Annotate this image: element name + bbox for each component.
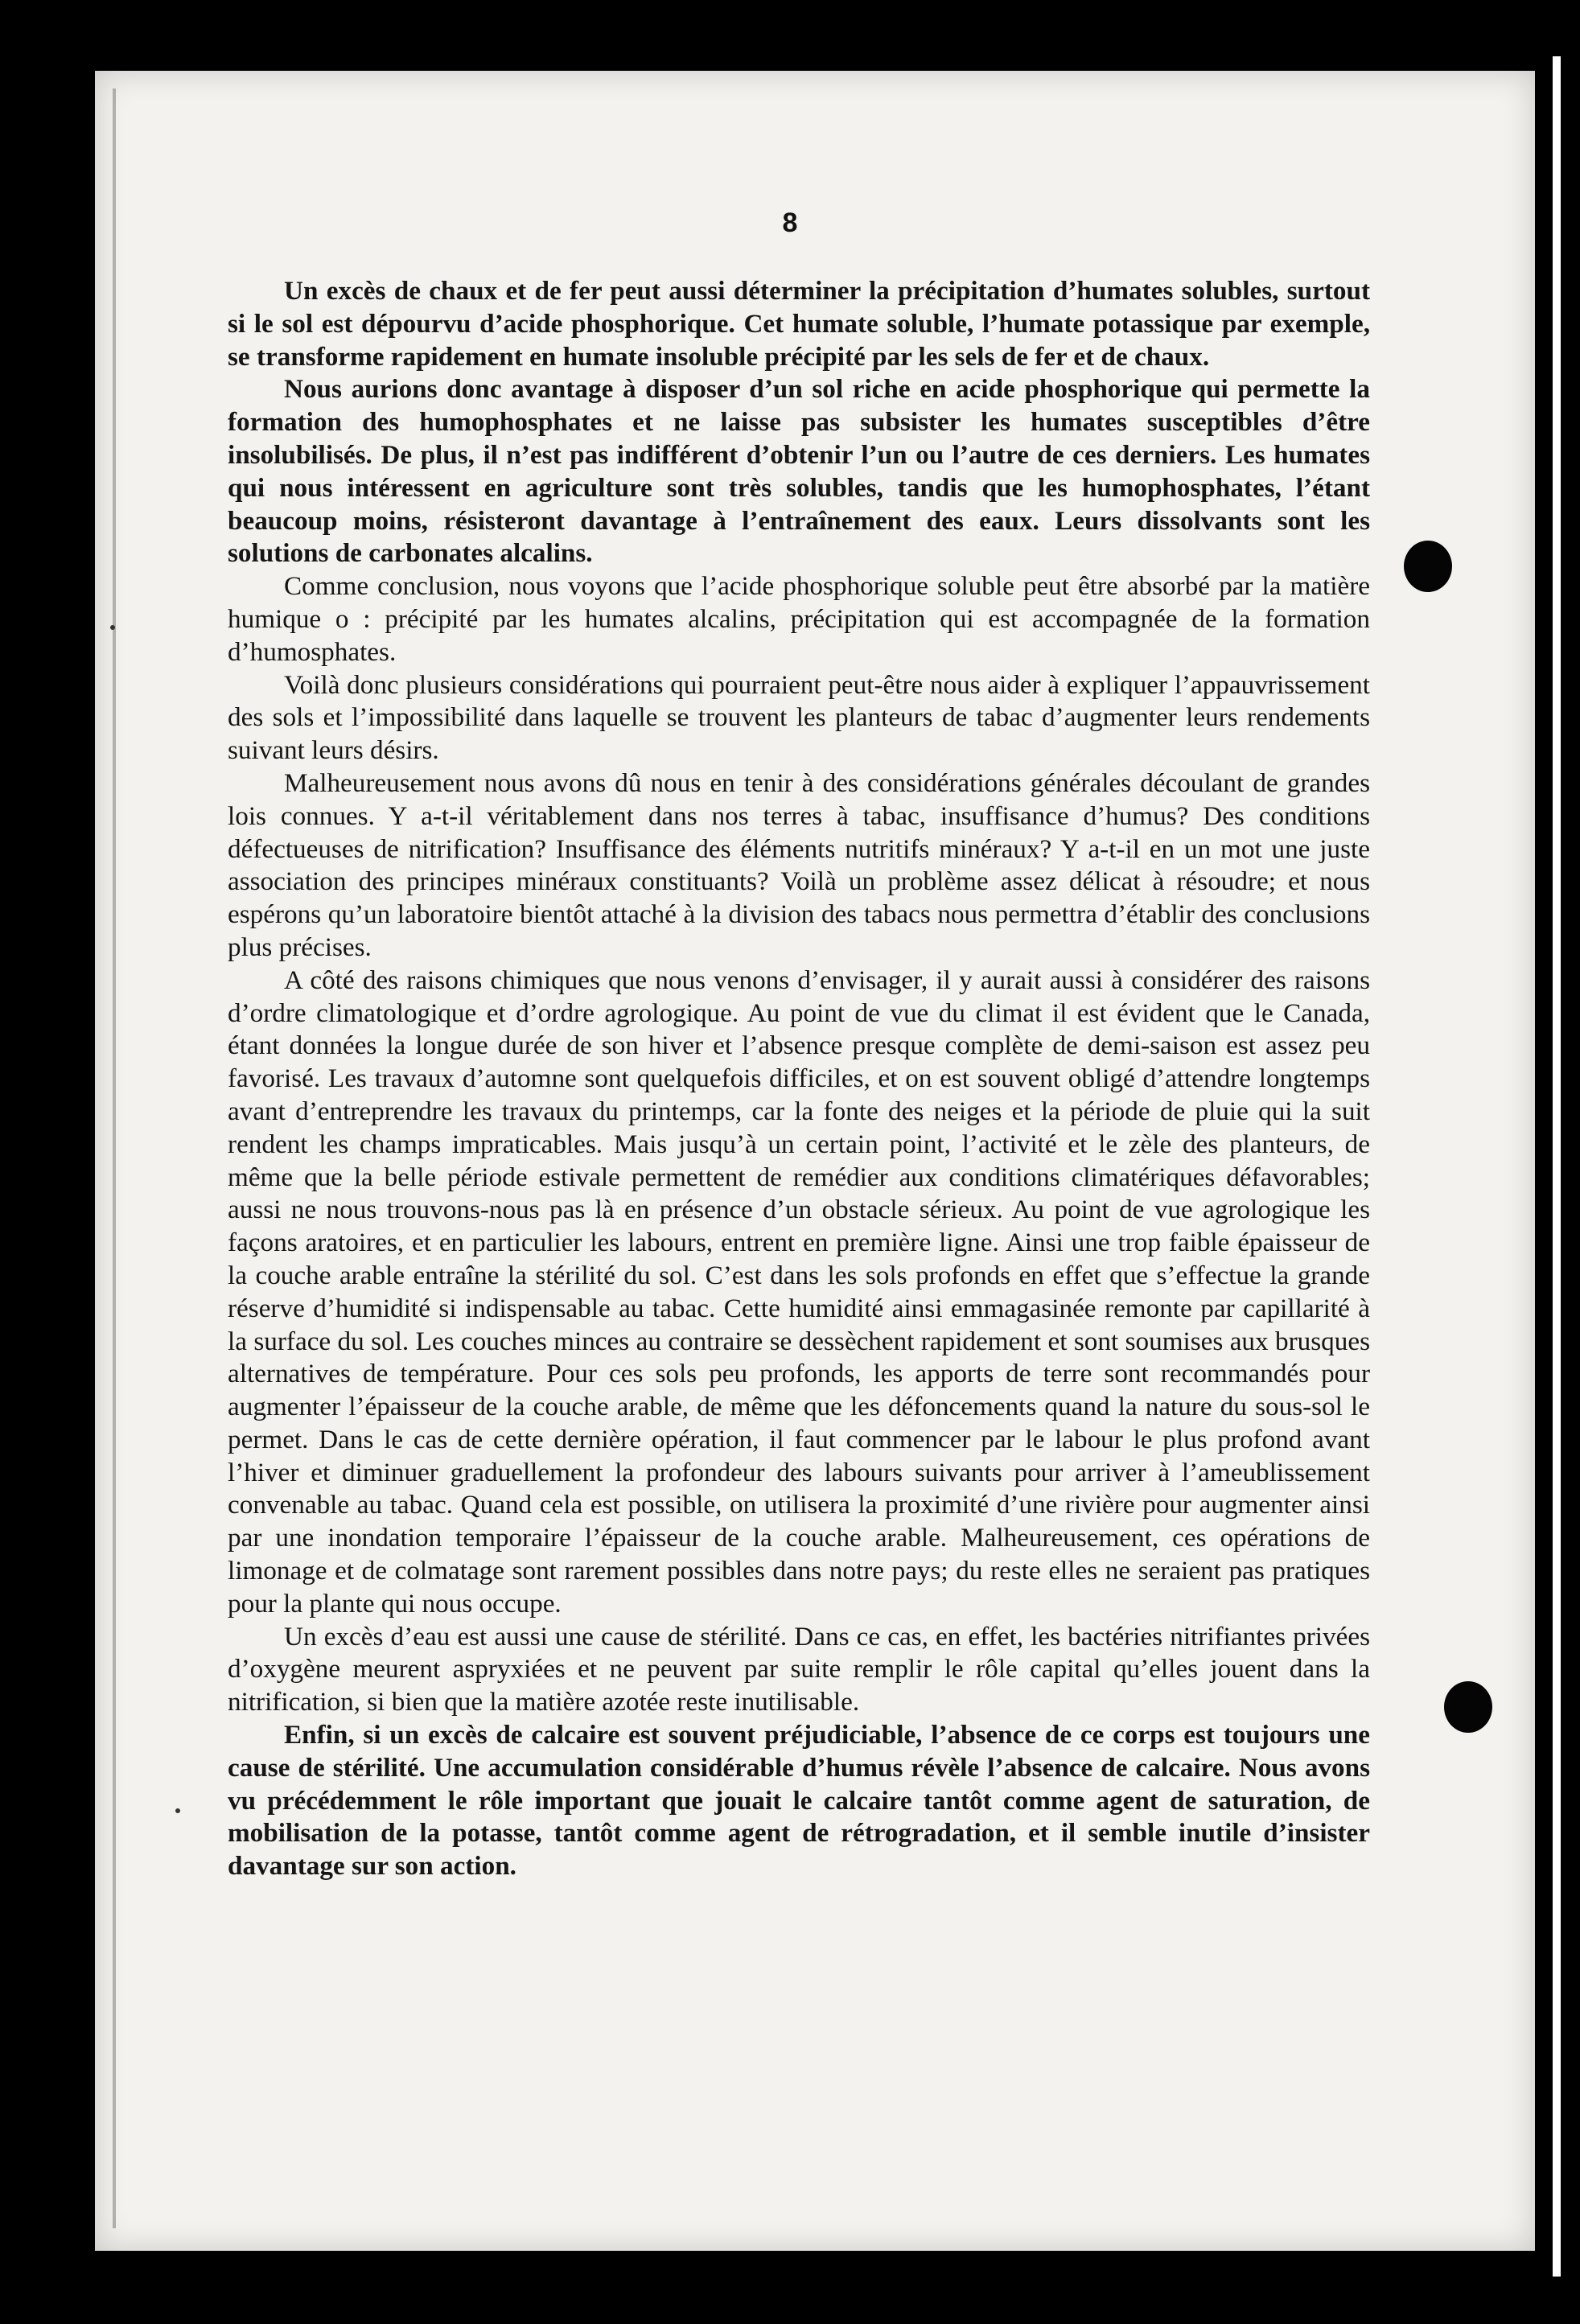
paragraph-2: Nous aurions donc avantage à disposer d’un sol riche en acide phosphorique qui permette la formation des humophosphates et ne laisse pas subsister les humates susceptibles d’être insolubilisés. De plus, il n’est pas indifférent d’obtenir l’un ou l’autre de ces derniers. Les humates qui nous intéressent en agriculture sont très solubles, tandis que les humophosphates, l’étant beaucoup moins, résisteront davantage à l’entraînement des eaux. Leurs dissolvants sont les solutions de carbonates alcalins. [228,374,1370,569]
paragraph-8: Enfin, si un excès de calcaire est souvent préjudiciable, l’absence de ce corps est toujours une cause de stérilité. Une accumulation considérable d’humus révèle l’absence de calcaire. Nous avons vu précédemment le rôle important que jouait le calcaire tantôt comme agent de saturation, de mobilisation de la potasse, tantôt comme agent de rétrogradation, et il semble inutile d’insister davantage sur son action. [228,1720,1370,1882]
binder-hole-top [1404,541,1452,592]
paragraph-6: A côté des raisons chimiques que nous venons d’envisager, il y aurait aussi à considérer des raisons d’ordre climatologique et d’ordre agrologique. Au point de vue du climat il est évident que le Canada, étant données la longue durée de son hiver et l’absence presque complète de demi-saison est assez peu favorisé. Les travaux d’automne sont quelquefois difficiles, et on est souvent obligé d’attendre longtemps avant d’entreprendre les travaux du printemps, car la fonte des neiges et la période de pluie qui la suit rendent les champs impraticables. Mais jusqu’à un certain point, l’activité et le zèle des planteurs, de même que la belle période estivale permettent de remédier aux conditions climatériques défavorables; aussi ne nous trouvons-nous pas là en présence d’un obstacle sérieux. Au point de vue agrologique les façons aratoires, et en particulier les labours, entrent en première ligne. Ainsi une trop faible épaisseur de la couche arable entraîne la stérilité du sol. C’est dans les sols profonds en effet que s’effectue la grande réserve d’humidité si indispensable au tabac. Cette humidité ainsi emmagasinée remonte par capillarité à la surface du sol. Les couches minces au contraire se dessèchent rapidement et sont soumises aux brusques alternatives de température. Pour ces sols peu profonds, les apports de terre sont recommandés pour augmenter l’épaisseur de la couche arable, de même que les défoncements quand la nature du sous-sol le permet. Dans le cas de cette dernière opération, il faut commencer par le labour le plus profond avant l’hiver et diminuer graduellement la profondeur des labours suivants pour arriver à l’ameublissement convenable au tabac. Quand cela est possible, on utilisera la proximité d’une rivière pour augmenter ainsi par une inondation temporaire l’épaisseur de la couche arable. Malheureusement, ces opérations de limonage et de colmatage sont rarement possibles dans notre pays; du reste elles ne seraient pas pratiques pour la plante qui nous occupe. [228,965,1370,1619]
page-right-edge [1553,56,1561,2277]
page-number: 8 [782,208,798,238]
scan-speck [175,1808,180,1813]
scan-speck [110,625,115,630]
body-text [228,275,1370,1883]
paragraph-3: Comme conclusion, nous voyons que l’acide phosphorique soluble peut être absorbé par la matière humique o : précipité par les humates alcalins, précipitation qui est accompagnée de la formation d’humosphates. [228,571,1370,667]
paragraph-7: Un excès d’eau est aussi une cause de stérilité. Dans ce cas, en effet, les bactéries nitrifiantes privées d’oxygène meurent aspryxiées et ne peuvent par suite remplir le rôle capital qu’elles jouent dans la nitrification, si bien que la matière azotée reste inutilisable. [228,1621,1370,1717]
page-binding-shadow [113,88,116,2228]
paragraph-5: Malheureusement nous avons dû nous en tenir à des considérations générales découlant de grandes lois connues. Y a-t-il véritablement dans nos terres à tabac, insuffisance d’humus? Des conditions défectueuses de nitrification? Insuffisance des éléments nutritifs minéraux? Y a-t-il en un mot une juste association des principes minéraux constituants? Voilà un problème assez délicat à résoudre; et nous espérons qu’un laboratoire bientôt attaché à la division des tabacs nous permettra d’établir des conclusions plus précises. [228,767,1370,962]
paragraph-1: Un excès de chaux et de fer peut aussi déterminer la précipitation d’humates solubles, surtout si le sol est dépourvu d’acide phosphorique. Cet humate soluble, l’humate potassique par exemple, se transforme rapidement en humate insoluble précipité par les sels de fer et de chaux. [228,276,1370,372]
binder-hole-bottom [1444,1681,1492,1733]
paragraph-4: Voilà donc plusieurs considérations qui pourraient peut-être nous aider à expliquer l’appauvrissement des sols et l’impossibilité dans laquelle se trouvent les planteurs de tabac d’augmenter leurs rendements suivant leurs désirs. [228,669,1370,766]
